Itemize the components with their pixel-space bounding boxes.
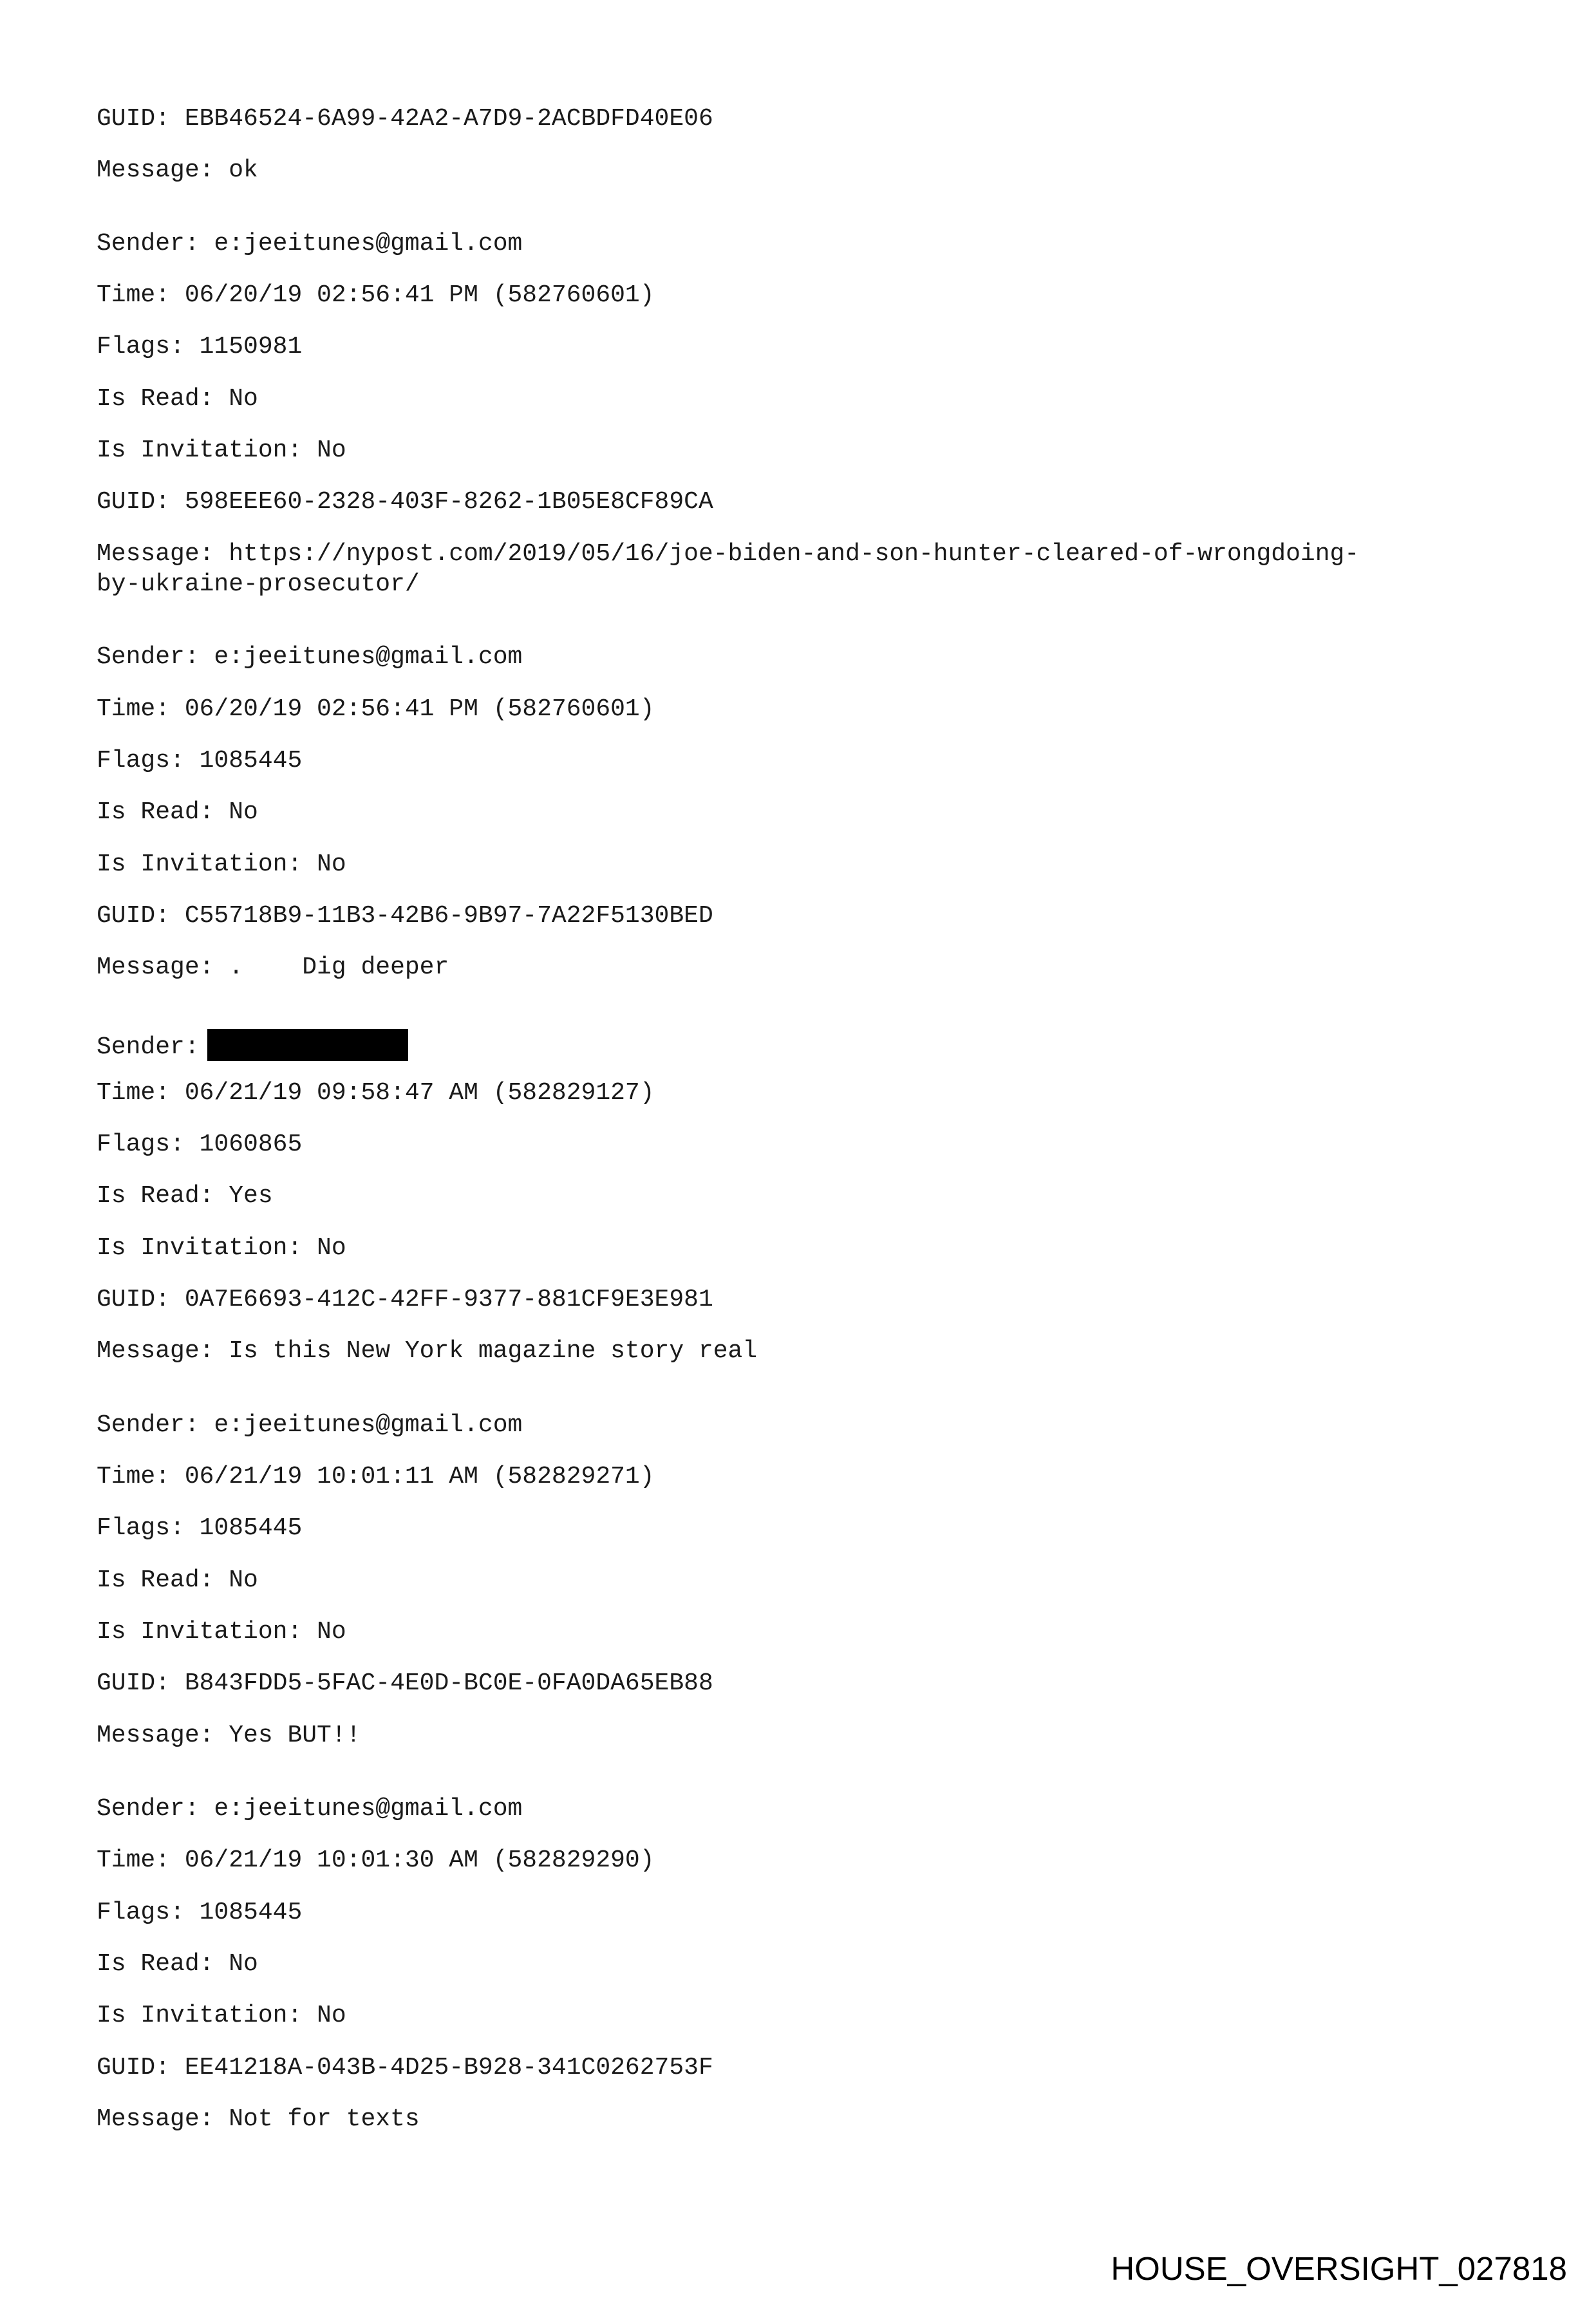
flags-line: Flags: 1085445 bbox=[97, 747, 303, 775]
sender-line: Sender: e:jeeitunes@gmail.com bbox=[97, 230, 523, 258]
sender-line: Sender: e:jeeitunes@gmail.com bbox=[97, 643, 523, 671]
time-line: Time: 06/21/19 10:01:30 AM (582829290) bbox=[97, 1847, 655, 1874]
is-invitation-line: Is Invitation: No bbox=[97, 1234, 346, 1262]
guid-line: GUID: EBB46524-6A99-42A2-A7D9-2ACBDFD40E06 bbox=[97, 105, 713, 133]
sender-line: Sender: bbox=[97, 1033, 200, 1061]
flags-line: Flags: 1150981 bbox=[97, 333, 303, 361]
flags-line: Flags: 1060865 bbox=[97, 1131, 303, 1158]
is-read-line: Is Read: No bbox=[97, 1566, 258, 1594]
message-line: Message: Not for texts bbox=[97, 2105, 420, 2133]
time-line: Time: 06/21/19 10:01:11 AM (582829271) bbox=[97, 1463, 655, 1490]
guid-line: GUID: 598EEE60-2328-403F-8262-1B05E8CF89CA bbox=[97, 488, 713, 516]
sender-line: Sender: e:jeeitunes@gmail.com bbox=[97, 1795, 523, 1823]
message-line: Message: Is this New York magazine story real bbox=[97, 1337, 758, 1365]
bates-number: HOUSE_OVERSIGHT_027818 bbox=[1111, 2250, 1567, 2287]
flags-line: Flags: 1085445 bbox=[97, 1514, 303, 1542]
is-read-line: Is Read: Yes bbox=[97, 1182, 273, 1210]
flags-line: Flags: 1085445 bbox=[97, 1899, 303, 1926]
guid-line: GUID: EE41218A-043B-4D25-B928-341C0262753F bbox=[97, 2054, 713, 2082]
guid-line: GUID: B843FDD5-5FAC-4E0D-BC0E-0FA0DA65EB88 bbox=[97, 1669, 713, 1697]
is-read-line: Is Read: No bbox=[97, 1950, 258, 1978]
message-line: Message: . Dig deeper bbox=[97, 954, 449, 981]
is-invitation-line: Is Invitation: No bbox=[97, 1618, 346, 1646]
guid-line: GUID: C55718B9-11B3-42B6-9B97-7A22F5130BED bbox=[97, 902, 713, 930]
sender-row-redacted bbox=[97, 1029, 408, 1061]
time-line: Time: 06/20/19 02:56:41 PM (582760601) bbox=[97, 695, 655, 723]
time-line: Time: 06/21/19 09:58:47 AM (582829127) bbox=[97, 1079, 655, 1107]
guid-line: GUID: 0A7E6693-412C-42FF-9377-881CF9E3E981 bbox=[97, 1286, 713, 1313]
is-invitation-line: Is Invitation: No bbox=[97, 2002, 346, 2029]
redaction-box bbox=[207, 1029, 408, 1061]
time-line: Time: 06/20/19 02:56:41 PM (582760601) bbox=[97, 281, 655, 309]
message-line: Message: Yes BUT!! bbox=[97, 1722, 361, 1749]
is-read-line: Is Read: No bbox=[97, 385, 258, 413]
is-invitation-line: Is Invitation: No bbox=[97, 437, 346, 464]
sender-line: Sender: e:jeeitunes@gmail.com bbox=[97, 1411, 523, 1439]
message-line: Message: ok bbox=[97, 156, 258, 184]
message-line-continuation: by-ukraine-prosecutor/ bbox=[97, 570, 420, 598]
is-invitation-line: Is Invitation: No bbox=[97, 851, 346, 878]
message-line: Message: https://nypost.com/2019/05/16/joe-biden-and-son-hunter-cleared-of-wrongdoing- bbox=[97, 540, 1360, 568]
is-read-line: Is Read: No bbox=[97, 798, 258, 826]
